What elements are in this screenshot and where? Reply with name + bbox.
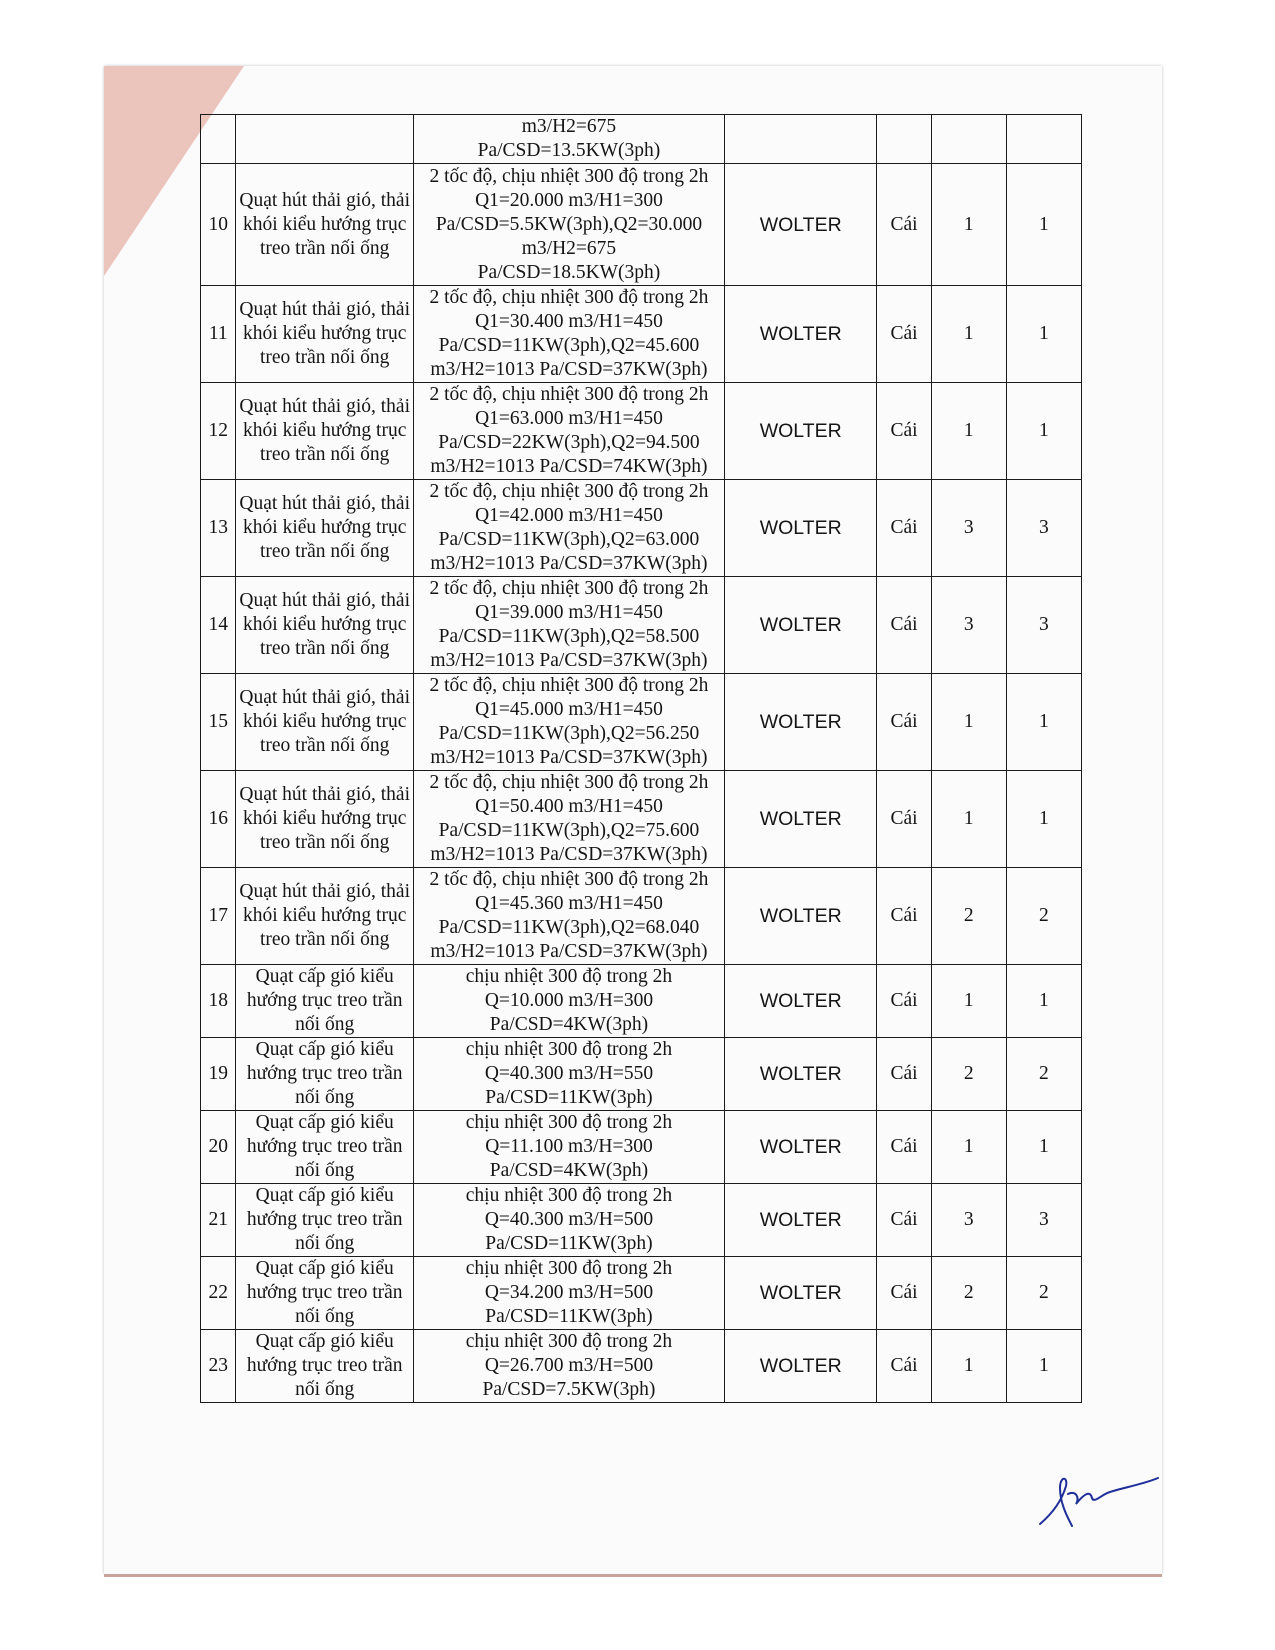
item-qty-1: 3	[931, 577, 1006, 674]
item-qty-1: 1	[931, 965, 1006, 1038]
table-row	[201, 1111, 1082, 1184]
row-number: 22	[201, 1257, 236, 1330]
item-spec: chịu nhiệt 300 độ trong 2h Q=34.200 m3/H=500 Pa/CSD=11KW(3ph)	[413, 1257, 724, 1330]
item-spec: 2 tốc độ, chịu nhiệt 300 độ trong 2h Q1=63.000 m3/H1=450 Pa/CSD=22KW(3ph),Q2=94.500 m3/H2=1013 Pa/CSD=74KW(3ph)	[413, 383, 724, 480]
item-brand: WOLTER	[724, 771, 876, 868]
item-qty-1: 1	[931, 383, 1006, 480]
item-qty-2: 2	[1006, 1038, 1081, 1111]
item-unit: Cái	[877, 965, 931, 1038]
item-unit: Cái	[877, 577, 931, 674]
item-qty-2: 1	[1006, 771, 1081, 868]
item-spec: chịu nhiệt 300 độ trong 2h Q=26.700 m3/H=500 Pa/CSD=7.5KW(3ph)	[413, 1330, 724, 1403]
item-brand: WOLTER	[724, 164, 876, 286]
item-unit: Cái	[877, 286, 931, 383]
item-name: Quạt hút thải gió, thải khói kiểu hướng trục treo trần nối ống	[236, 383, 413, 480]
item-brand: WOLTER	[724, 674, 876, 771]
equipment-table	[200, 114, 1082, 1403]
row-number: 19	[201, 1038, 236, 1111]
row-number: 15	[201, 674, 236, 771]
item-qty-2: 1	[1006, 1111, 1081, 1184]
item-qty-2: 2	[1006, 868, 1081, 965]
item-name	[236, 115, 413, 164]
table-row	[201, 286, 1082, 383]
item-spec: chịu nhiệt 300 độ trong 2h Q=40.300 m3/H=500 Pa/CSD=11KW(3ph)	[413, 1184, 724, 1257]
item-qty-1: 1	[931, 1111, 1006, 1184]
item-name: Quạt hút thải gió, thải khói kiểu hướng trục treo trần nối ống	[236, 674, 413, 771]
item-unit: Cái	[877, 771, 931, 868]
item-qty-1: 2	[931, 868, 1006, 965]
item-name: Quạt cấp gió kiểu hướng trục treo trần nối ống	[236, 1038, 413, 1111]
item-name: Quạt cấp gió kiểu hướng trục treo trần nối ống	[236, 1330, 413, 1403]
item-spec: 2 tốc độ, chịu nhiệt 300 độ trong 2h Q1=20.000 m3/H1=300 Pa/CSD=5.5KW(3ph),Q2=30.000 m3/H2=675 Pa/CSD=18.5KW(3ph)	[413, 164, 724, 286]
item-qty-2: 3	[1006, 480, 1081, 577]
item-qty-2: 1	[1006, 1330, 1081, 1403]
table-row	[201, 965, 1082, 1038]
table-row	[201, 164, 1082, 286]
item-qty-1: 3	[931, 1184, 1006, 1257]
item-name: Quạt hút thải gió, thải khói kiểu hướng trục treo trần nối ống	[236, 577, 413, 674]
item-qty-1: 1	[931, 164, 1006, 286]
item-qty-2: 1	[1006, 674, 1081, 771]
item-brand: WOLTER	[724, 480, 876, 577]
item-spec: chịu nhiệt 300 độ trong 2h Q=11.100 m3/H=300 Pa/CSD=4KW(3ph)	[413, 1111, 724, 1184]
item-qty-2: 3	[1006, 577, 1081, 674]
item-qty-1: 2	[931, 1257, 1006, 1330]
item-brand: WOLTER	[724, 1038, 876, 1111]
item-qty-2: 1	[1006, 383, 1081, 480]
table-row	[201, 771, 1082, 868]
item-brand: WOLTER	[724, 1111, 876, 1184]
item-brand: WOLTER	[724, 1257, 876, 1330]
table-row	[201, 1330, 1082, 1403]
table-row	[201, 383, 1082, 480]
item-qty-2: 1	[1006, 286, 1081, 383]
item-qty-2: 3	[1006, 1184, 1081, 1257]
item-unit: Cái	[877, 1330, 931, 1403]
row-number	[201, 115, 236, 164]
signature-stroke	[1040, 1478, 1158, 1526]
item-qty-2: 2	[1006, 1257, 1081, 1330]
row-number: 16	[201, 771, 236, 868]
item-name: Quạt hút thải gió, thải khói kiểu hướng trục treo trần nối ống	[236, 771, 413, 868]
item-brand: WOLTER	[724, 965, 876, 1038]
table-row	[201, 1038, 1082, 1111]
item-unit: Cái	[877, 164, 931, 286]
item-spec: 2 tốc độ, chịu nhiệt 300 độ trong 2h Q1=42.000 m3/H1=450 Pa/CSD=11KW(3ph),Q2=63.000 m3/H2=1013 Pa/CSD=37KW(3ph)	[413, 480, 724, 577]
item-name: Quạt cấp gió kiểu hướng trục treo trần nối ống	[236, 965, 413, 1038]
signature	[1032, 1464, 1162, 1534]
item-name: Quạt hút thải gió, thải khói kiểu hướng trục treo trần nối ống	[236, 286, 413, 383]
row-number: 23	[201, 1330, 236, 1403]
item-qty-1: 2	[931, 1038, 1006, 1111]
item-brand: WOLTER	[724, 1330, 876, 1403]
item-brand: WOLTER	[724, 383, 876, 480]
item-brand: WOLTER	[724, 868, 876, 965]
table-row	[201, 674, 1082, 771]
item-qty-1: 1	[931, 771, 1006, 868]
row-number: 18	[201, 965, 236, 1038]
item-name: Quạt hút thải gió, thải khói kiểu hướng trục treo trần nối ống	[236, 164, 413, 286]
item-unit: Cái	[877, 868, 931, 965]
item-name: Quạt hút thải gió, thải khói kiểu hướng trục treo trần nối ống	[236, 868, 413, 965]
row-number: 13	[201, 480, 236, 577]
row-number: 17	[201, 868, 236, 965]
table-row	[201, 1184, 1082, 1257]
item-unit: Cái	[877, 674, 931, 771]
item-brand: WOLTER	[724, 286, 876, 383]
item-name: Quạt cấp gió kiểu hướng trục treo trần nối ống	[236, 1257, 413, 1330]
table-row	[201, 480, 1082, 577]
item-brand: WOLTER	[724, 577, 876, 674]
row-number: 14	[201, 577, 236, 674]
item-unit: Cái	[877, 480, 931, 577]
item-qty-1: 3	[931, 480, 1006, 577]
item-spec: 2 tốc độ, chịu nhiệt 300 độ trong 2h Q1=39.000 m3/H1=450 Pa/CSD=11KW(3ph),Q2=58.500 m3/H2=1013 Pa/CSD=37KW(3ph)	[413, 577, 724, 674]
paper-bottom-edge	[104, 1574, 1162, 1577]
item-unit: Cái	[877, 383, 931, 480]
item-brand: WOLTER	[724, 1184, 876, 1257]
item-name: Quạt hút thải gió, thải khói kiểu hướng trục treo trần nối ống	[236, 480, 413, 577]
item-unit: Cái	[877, 1038, 931, 1111]
continuation-row	[201, 115, 1082, 164]
item-spec: chịu nhiệt 300 độ trong 2h Q=40.300 m3/H=550 Pa/CSD=11KW(3ph)	[413, 1038, 724, 1111]
table-row	[201, 1257, 1082, 1330]
item-unit	[877, 115, 931, 164]
row-number: 11	[201, 286, 236, 383]
table-row	[201, 868, 1082, 965]
item-unit: Cái	[877, 1111, 931, 1184]
row-number: 20	[201, 1111, 236, 1184]
item-unit: Cái	[877, 1257, 931, 1330]
item-spec: 2 tốc độ, chịu nhiệt 300 độ trong 2h Q1=30.400 m3/H1=450 Pa/CSD=11KW(3ph),Q2=45.600 m3/H2=1013 Pa/CSD=37KW(3ph)	[413, 286, 724, 383]
item-qty-2: 1	[1006, 164, 1081, 286]
row-number: 12	[201, 383, 236, 480]
item-spec: m3/H2=675 Pa/CSD=13.5KW(3ph)	[413, 115, 724, 164]
item-qty-2: 1	[1006, 965, 1081, 1038]
item-spec: 2 tốc độ, chịu nhiệt 300 độ trong 2h Q1=50.400 m3/H1=450 Pa/CSD=11KW(3ph),Q2=75.600 m3/H2=1013 Pa/CSD=37KW(3ph)	[413, 771, 724, 868]
table-row	[201, 577, 1082, 674]
item-spec: 2 tốc độ, chịu nhiệt 300 độ trong 2h Q1=45.000 m3/H1=450 Pa/CSD=11KW(3ph),Q2=56.250 m3/H2=1013 Pa/CSD=37KW(3ph)	[413, 674, 724, 771]
item-qty-1: 1	[931, 286, 1006, 383]
item-qty-1	[931, 115, 1006, 164]
item-spec: 2 tốc độ, chịu nhiệt 300 độ trong 2h Q1=45.360 m3/H1=450 Pa/CSD=11KW(3ph),Q2=68.040 m3/H2=1013 Pa/CSD=37KW(3ph)	[413, 868, 724, 965]
item-qty-1: 1	[931, 1330, 1006, 1403]
item-spec: chịu nhiệt 300 độ trong 2h Q=10.000 m3/H=300 Pa/CSD=4KW(3ph)	[413, 965, 724, 1038]
item-name: Quạt cấp gió kiểu hướng trục treo trần nối ống	[236, 1111, 413, 1184]
item-qty-1: 1	[931, 674, 1006, 771]
item-unit: Cái	[877, 1184, 931, 1257]
item-qty-2	[1006, 115, 1081, 164]
item-brand	[724, 115, 876, 164]
row-number: 10	[201, 164, 236, 286]
item-name: Quạt cấp gió kiểu hướng trục treo trần nối ống	[236, 1184, 413, 1257]
row-number: 21	[201, 1184, 236, 1257]
